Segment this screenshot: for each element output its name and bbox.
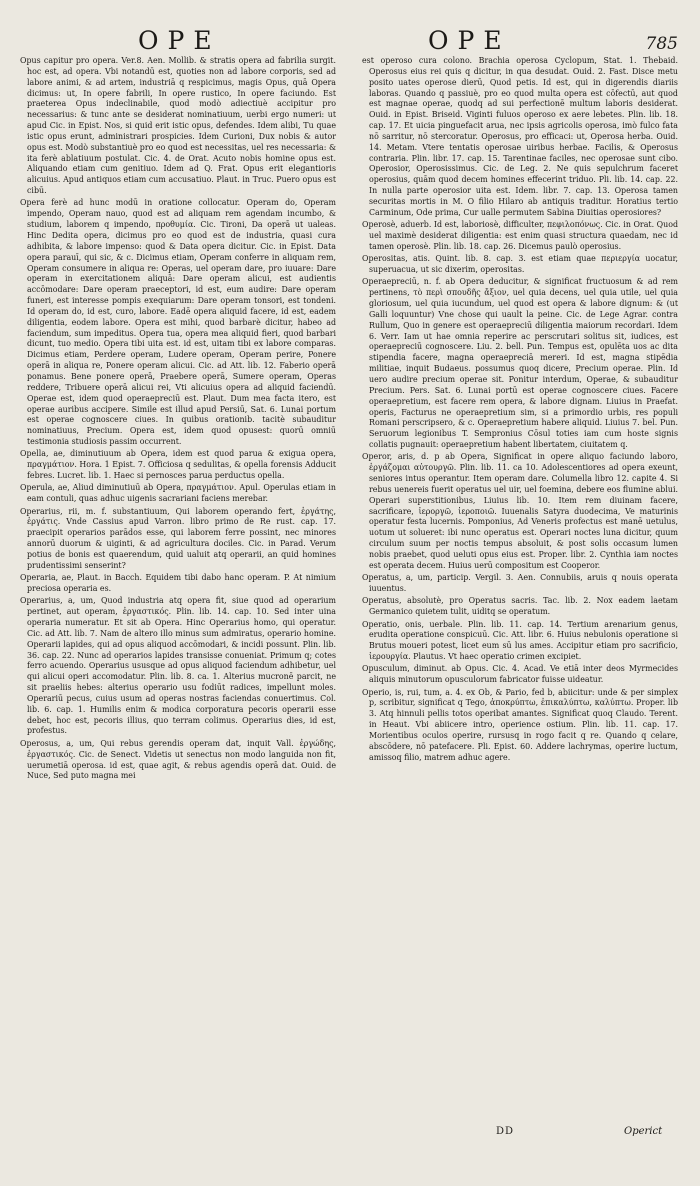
entry-opella: Opella, ae, diminutiuum ab Opera, idem est quod parua & exigua opera, πραγμάτιον. Hora. 1 Epist. 7. Officiosa q sedulitas, & opella forensis Adducit febres. Lucret. lib. 1. Haec si pernosces parua perductus opella.: [20, 449, 336, 481]
entry-opera: Opera ferè ad hunc modū in oratione collocatur. Operam do, Operam impendo, Operam nauo, quod est ad aliquam rem agendam incumbo, & studium, laborem q impendo, προθυμία. Cic. Tironi, Da operā ut ualeas. Hinc Dedita opera, dicimus pro eo quod est de industria, quasi cura adhibita, & labore impenso: quod & Data opera dicitur. Cic. in Epist. Data opera parauī, qui sic, & c. Dicimus etiam, Operam conferre in aliquam rem, Operam consumere in aliqua re: Operas, uel operam dare, pro iuuare: Dare operam in exercitationem aliquā: Dare operam alicui, est audientis accōmodare: Dare operam praeceptori, id est, eum audire: Dare operam funeri, est interesse pompis exequiarum: Dare operam tonsori, est tondeni. Id operam do, id est, curo, labore. Eadē opera aliquid facere, id est, eadem diligentia, eodem labore. Opera est mihi, quod barbarè dicitur, habeo ad faciendum, sum impeditus. Opera tua, opera mea aliquid fieri, quod barbari dicunt, tuo medio. Opera tibi uita est. id est, uitam tibi ex labore comparas. Dicimus etiam, Perdere operam, Ludere operam, Operam perire, Ponere operā in aliqua re, Ponere operam alicui. Cic. ad Att. lib. 12. Faberio operā ponamus. Bene ponere operā, Praebere operā, Sumere operam, Operas reddere, Tribuere operā alicui rei, Vti alicuius opera ad aliquid faciendū. Operae est, idem quod operaepreciū est. Plaut. Dum mea facta itero, est operae auribus accipere. Simile est illud apud Persiū, Sat. 6. Lunai portum est operae cognoscere ciues. In quibus orationib. tacitè subauditur nominatiuus, Precium. Opera est, idem quod opusest: quorū omniū testimonia studiosis passim occurrent.: [20, 198, 336, 447]
entry-operula: Operula, ae, Aliud diminutiuū ab Opera, πραγμάτιον. Apul. Operulas etiam in eam contuli, quas adhuc uigenis sacrariani faciens merebar.: [20, 483, 336, 504]
catchword: Operict: [624, 1126, 663, 1137]
entry-operor: Operor, aris, d. p ab Opera, Significat in opere aliquo faciundo laboro, ἐργάζομαι αὐτουργῶ. Plin. lib. 11. ca 10. Adolescentiores ad opera exeunt, seniores intus operantur. Item operam dare. Columella libro 12. capite 4. Si rebus uenereis fuerit operatus uel uir, uel foemina, debere eos flumine ablui. Operari superstitionibus, Liuius lib. 10. Item rem diuinam facere, sacrificare, ἱεροργῶ, ἱεροποιῶ. Iuuenalis Satyra duodecima, Ve maturinis operatur festa lucernis. Pomponius, Ad Veneris profectus est manē uetulus, uotum ut solueret: ibi nunc operatus est. Operari noctes luna dicitur, quum circulum suum per noctis tempus absoluit, & post solis occasum lumen nobis praebet, quod ueluti opus eius est. Proper. libr. 2. Cynthia iam noctes est operata decem. Huius uerū compositum est Cooperor.: [362, 452, 678, 570]
entry-operosus: Operosus, a, um, Qui rebus gerendis operam dat, inquit Vall. ἐργώδης, ἐργαστικός. Cic. de Senect. Videtis ut senectus non modo languida non fit, uerumetiā operosa. id est, quae agit, & rebus agendis operā dat. Ouid. de Nuce, Sed puto magna mei: [20, 738, 336, 781]
entry-opusculum: Opusculum, diminut. ab Opus. Cic. 4. Acad. Ve etiā inter deos Myrmecides aliquis minutorum opusculorum fabricator fuisse uideatur.: [362, 664, 678, 685]
entry-operatio: Operatio, onis, uerbale. Plin. lib. 11. cap. 14. Tertium arenarium genus, erudita operatione conspicuū. Cic. Att. libr. 6. Huius nebulonis operatione si Brutus moueri potest, licet eum sū lus ames. Accipitur etiam pro sacrificio, ἱερουργία. Plautus. Vt haec operatio crimen excipiet.: [362, 619, 678, 662]
entry-operatus-absolute: Operatus, absolutè, pro Operatus sacris. Tac. lib. 2. Nox eadem laetam Germanico quietem tulit, uiditq se operatum.: [362, 596, 678, 617]
running-head-right: OPE: [428, 26, 511, 55]
entry-opus: Opus capitur pro opera. Ver.8. Aen. Mollib. & stratis opera ad fabrilia surgit. hoc est, ad opera. Vbi notandū est, quoties non ad labore corporis, sed ad labore animi, & ad artem, industriā q respicimus, magis Opus, quā Opera dicimus: ut, In opere fabrili, In opere rustico, In opere faciundo. Est praeterea Opus indeclinabile, quod modò adiectiuè accipitur pro necessarius: & tunc ante se desiderat nominatiuum, uerbi ergo numeri: ut apud Cic. in Epist. Nos, si quid erit istic opus, defendes. Idem alibi, Tu quae istic opus erunt, administrari prospicies. Idem Curioni, Dux nobis & autor opus est. Modò substantiuè pro eo quod est necessitas, uel res necessaria: & ita ferè ablatiuum postulat. Cic. 4. de Orat. Acuto nobis homine opus est. Aliquando etiam cum genitiuo. Idem ad Q. Frat. Opus erit elegantioris alicuius. Apud antiquos etiam cum accusatiuo. Plaut. in Truc. Puero opus est cibū.: [20, 56, 336, 196]
entry-operose: Operosè, aduerb. Id est, laboriosè, difficulter, πεφιλοπόνως. Cic. in Orat. Quod uel maximè desiderat diligentia: est enim quasi structura quaedam, nec id tamen operosè. Plin. lib. 18. cap. 26. Dicemus paulò operosius.: [362, 220, 678, 251]
left-column: [20, 56, 336, 784]
signature-mark: DD: [496, 1126, 515, 1137]
entry-operio: Operio, is, rui, tum, a. 4. ex Ob, & Pario, fed b, abiicitur: unde & per simplex p, scribitur, significat q Tego, ἀποκρύπτω, ἐπικαλύπτω, καλύπτω. Proper. lib 3. Atq hinnuli pellis totos operibat amantes. Significat quoq Claudo. Terent. in Heaut. Vbi abiicere intro, operience ostium. Plin. lib. 11. cap. 17. Morientibus oculos operire, rursusq in rogo facit q re. Quando q celare, abscōdere, nō patefacere. Pli. Epist. 60. Addere lachrymas, operire luctum, amissoq filio, matrem adhuc agere.: [362, 687, 678, 762]
entry-operosus-cont: est operoso cura colono. Brachia operosa Cyclopum, Stat. 1. Thebaid. Operosus eius rei quis q dicitur, in qua desudat. Ouid. 2. Fast. Disce metu posito uates operose dierū, Quod petis. Id est, qui in digerendis diariis laboras. Quando q passiuè, pro eo quod multa opera est cōfectū, aut quod est magnae operae, quodq ad sui perfectionē multum laboris desiderat. Ouid. in Epist. Briseid. Viginti fuluos operoso ex aere lebetes. Plin. lib. 18. cap. 17. Et uicia pinguefacit arua, nec ipsis agricolis operosa, imò fulco fata nō sarritur, nō stercoratur. Operosus, pro efficaci: ut, Operosa herba. Ouid. 14. Metam. Vtere tentatis operosae uiribus herbae. Facilis, & Operosus contraria. Plin. libr. 17. cap. 15. Tarentinae faciles, nec operosae sunt cibo. Operosior, Operosissimus. Cic. de Leg. 2. Ne quis sepulchrum faceret operosius, quām quod decem homines effecerint triduo. Pli. lib. 14. cap. 22. In nulla parte operosior uita est. Idem. libr. 7. cap. 13. Operosa tamen securitas mortis in M. O filio Hilaro ab antiquis traditur. Horatius tertio Carminum, Ode prima, Cur ualle permutem Sabina Diuitias operosiores?: [362, 56, 678, 217]
entry-operositas: Operositas, atis. Quint. lib. 8. cap. 3. est etiam quae περιεργία uocatur, superuacua, ut sic dixerim, operositas.: [362, 254, 678, 275]
entry-operarius: Operarius, rii, m. f. substantiuum, Qui laborem operando fert, ἐργάτης, ἐργάτις. Vnde Cassius apud Varron. libro primo de Re rust. cap. 17. praecipit operarios parādos esse, qui laborem ferre possint, nec minores annorū duorum & uiginti, & ad agricultura dociles. Cic. in Parad. Verum potius de bonis est quaerendum, quid ualuit atq operarii, an quid homines prudentissimi senserint?: [20, 506, 336, 570]
running-head-left: OPE: [138, 26, 221, 55]
right-column: [362, 56, 678, 765]
page-number: 785: [645, 34, 678, 54]
entry-operatus: Operatus, a, um, particip. Vergil. 3. Aen. Connubiis, aruis q nouis operata iuuentus.: [362, 573, 678, 593]
entry-operaria: Operaria, ae, Plaut. in Bacch. Equidem tibi dabo hanc operam. P. At nimium preciosa operaria es.: [20, 573, 336, 593]
entry-operarius-adj: Operarius, a, um, Quod industria atq opera fit, siue quod ad operarium pertinet, aut operam, ἐργαστικός. Plin. lib. 14. cap. 10. Sed inter uina operaria numeratur. Et sit ab Opera. Hinc Operarius homo, qui operatur. Cic. ad Att. lib. 7. Nam de altero illo minus sum admiratus, operario homine. Operarii lapides, qui ad opus aliquod accōmodari, & incidi possunt. Plin. lib. 36. cap. 22. Nunc ad operarios lapides transisse conueniat. Primum q; cotes ferro acuendo. Operarius ususque ad opus aliquod faciendum adhibetur, uel qui alicui operi accomodatur. Plin. lib. 8. ca. 1. Alterius mucronē parcit, ne sit praeliis hebes: alterius operario usu fodiūt radices, impellunt moles. Operariū pecus, cuius usum ad operas nostras faciendas conuertimus. Col. lib. 6. cap. 1. Humilis enim & modica corporatura pecoris operarii esse debet, hoc est, pecoris illius, quo terram colimus. Operarius dies, id est, profestus.: [20, 596, 336, 736]
entry-operaeprecium: Operaepreciū, n. f. ab Opera deducitur, & significat fructuosum & ad rem pertinens, τὸ περὶ σπουδῆς ἄξιον, uel quia decens, uel quia utile, uel quia gloriosum, uel quia iucundum, uel quod est opera & labore dignum: & (ut Galli loquuntur) Vne chose qui uault la peine. Cic. de Lege Agrar. contra Rullum, Quo in genere est operaepreciū diligentia maiorum recordari. Idem 6. Verr. Iam ut hae omnia reperire ac perscrutari solitus sit, iudices, est operaepreciū cognoscere. Liu. 2. bell. Pun. Tempus est, opulēta uos ac dita stipendia facere, magna operaepreciā mereri. Id est, magna stipēdia militiae, inquit Budaeus. possumus quoq dicere, Precium operae. Plin. Id uero audire precium operae sit. Ponitur interdum, Operae, & subauditur Precium. Pers. Sat. 6. Lunai portū est operae cognoscere ciues. Facere operaepretium, est facere rem opera, & labore dignam. Liuius in Praefat. operis, Facturus ne operaepretium sim, si a primordio urbis, res populi Romani perscripsero, & c. Operaepretium habere aliquid. Liuius 7. bel. Pun. Seruorum legionibus T. Sempronius Cōsul toties iam cum hoste signis collatis pugnauit: operaepretium habent libertatem, ciuitatem q.: [362, 277, 678, 450]
